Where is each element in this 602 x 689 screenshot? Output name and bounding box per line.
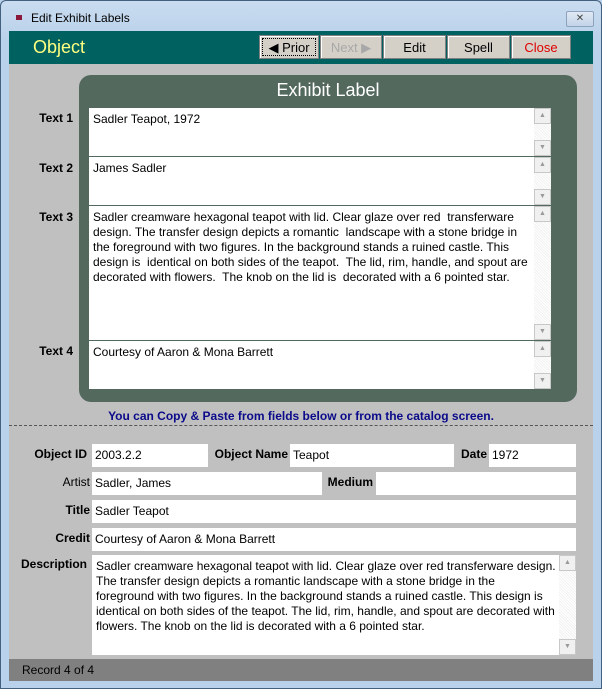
artist-label: Artist [62,475,90,489]
text4-field[interactable] [89,341,551,389]
scroll-down-icon[interactable]: ▼ [534,140,551,156]
scroll-up-icon[interactable]: ▲ [534,206,551,222]
artist-field[interactable]: Sadler, James [92,472,322,495]
status-bar [9,659,593,681]
text3-label: Text 3 [39,210,73,224]
credit-field[interactable]: Courtesy of Aaron & Mona Barrett [92,528,576,551]
description-label: Description [20,557,87,571]
title-field[interactable]: Sadler Teapot [92,500,576,523]
text3-scrollbar[interactable] [534,206,551,340]
scroll-up-icon[interactable]: ▲ [559,555,576,571]
scroll-up-icon[interactable]: ▲ [534,157,551,173]
text1-scrollbar[interactable] [534,108,551,156]
text1-field[interactable] [89,108,551,156]
object-id-field[interactable]: 2003.2.2 [92,444,208,467]
app-icon [16,15,22,20]
medium-label: Medium [327,475,373,489]
date-label: Date [460,447,487,461]
edit-button[interactable]: Edit [383,35,446,59]
text4-label: Text 4 [39,344,73,358]
form-body [9,31,593,681]
description-value: Sadler creamware hexagonal teapot with lid. Clear glaze over red transferware design. The transfer design depicts a romantic landscape with a stone bridge in the foreground with two figures. In the background stands a ruined castle. This design is identical on both sides of the teapot. The lid, rim, handle, and spout are decorated with flowers. The knob on the lid is decorated with a 6 pointed star. [96,559,556,633]
window-close-button[interactable]: ✕ [566,11,594,27]
medium-field[interactable] [376,472,576,495]
text1-value: Sadler Teapot, 1972 [93,112,201,126]
credit-label: Credit [55,531,90,545]
text2-label: Text 2 [39,161,73,175]
date-field[interactable]: 1972 [489,444,576,467]
text1-label: Text 1 [39,111,73,125]
text4-scrollbar[interactable] [534,341,551,389]
prior-button[interactable]: ◀ Prior [259,35,319,59]
title-bar [1,1,601,31]
title-label: Title [65,503,90,517]
section-divider [9,425,593,426]
text4-value: Courtesy of Aaron & Mona Barrett [93,345,274,359]
scroll-down-icon[interactable]: ▼ [559,639,576,655]
object-name-label: Object Name [214,447,288,461]
text2-scrollbar[interactable] [534,157,551,205]
header-bar [9,31,593,64]
object-id-label: Object ID [34,447,87,461]
next-button[interactable]: Next ▶ [320,35,382,59]
text2-field[interactable] [89,157,551,205]
spell-button[interactable]: Spell [447,35,510,59]
header-title: Object [33,37,86,57]
text3-field[interactable] [89,206,551,340]
scroll-down-icon[interactable]: ▼ [534,189,551,205]
copy-paste-hint: You can Copy & Paste from fields below or from the catalog screen. [108,409,494,423]
scroll-up-icon[interactable]: ▲ [534,341,551,357]
description-scrollbar[interactable] [559,555,576,655]
object-name-field[interactable]: Teapot [290,444,454,467]
text2-value: James Sadler [93,161,167,175]
exhibit-label-title: Exhibit Label [276,80,380,100]
close-button[interactable]: Close [511,35,571,59]
description-field[interactable] [92,555,576,655]
window-title: Edit Exhibit Labels [31,11,130,25]
scroll-down-icon[interactable]: ▼ [534,324,551,340]
text3-value: Sadler creamware hexagonal teapot with lid. Clear glaze over red transferware design. The transfer design depicts a romantic landscape with a stone bridge in the foreground with two figures. In the background stands a ruined castle. This design is identical on both sides of the teapot. The lid, rim, handle, and spout are decorated with flowers. The knob on the lid is decorated with a 6 pointed star. [93,210,532,284]
scroll-up-icon[interactable]: ▲ [534,108,551,124]
scroll-down-icon[interactable]: ▼ [534,373,551,389]
record-indicator: Record 4 of 4 [22,663,95,677]
